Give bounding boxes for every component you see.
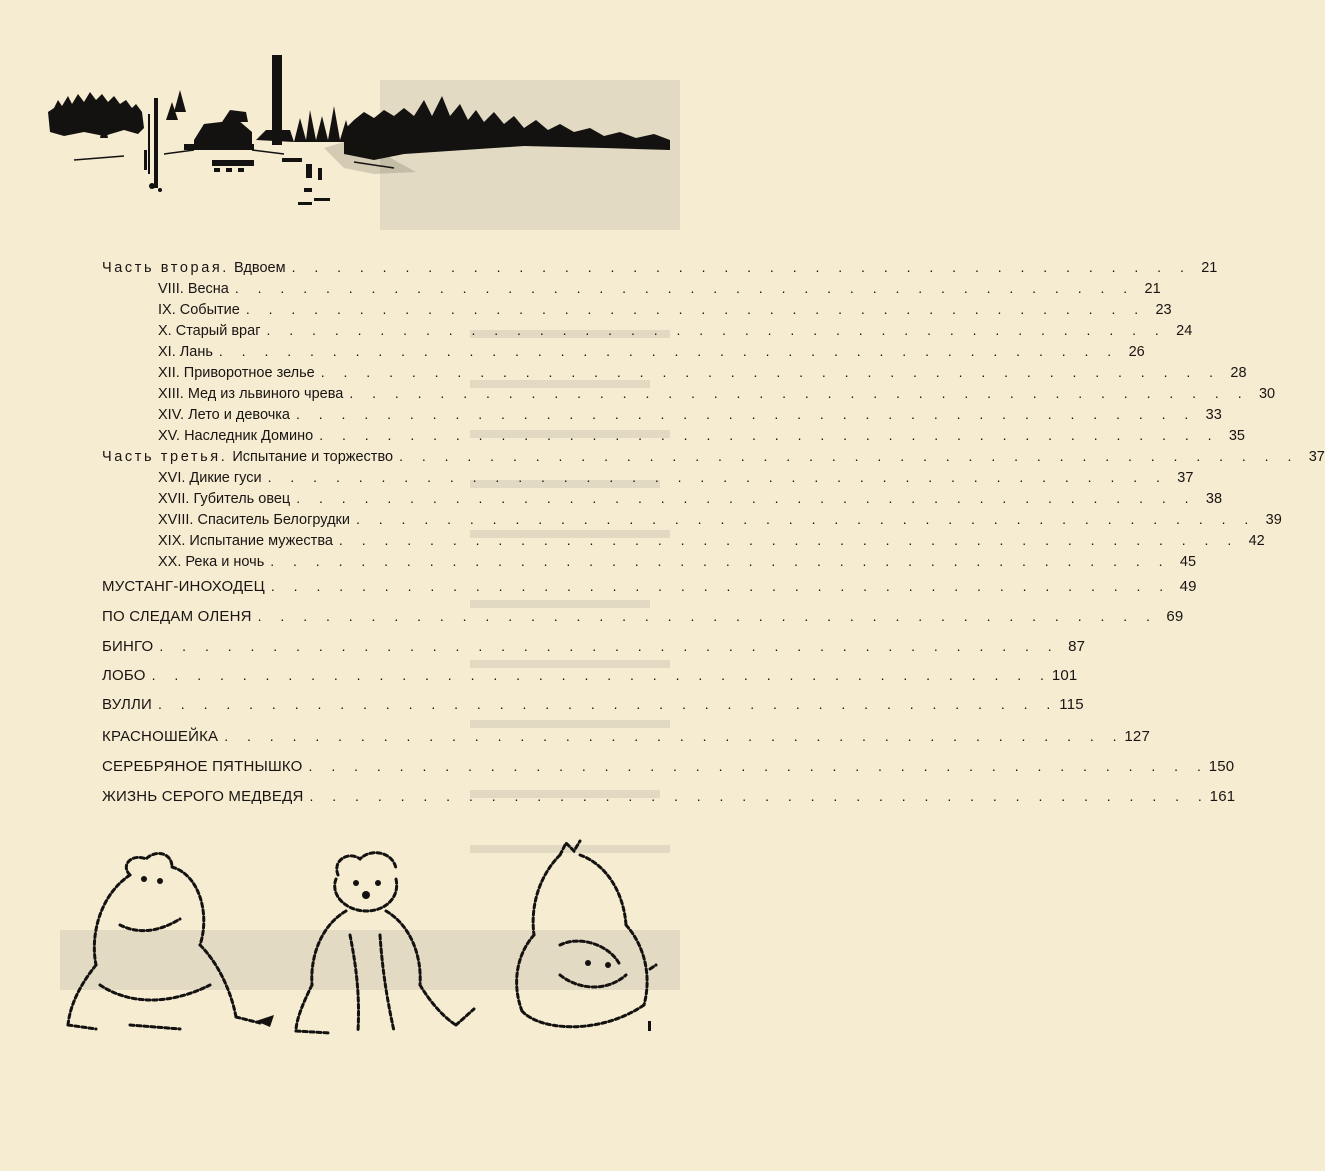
toc-story <box>102 785 1236 807</box>
toc-part-heading <box>102 445 1325 467</box>
toc-chapter <box>158 382 1276 404</box>
dot-leader: . . . . . . . . . . . . . . . . . . . . . . . . . . . . . . . . . . . . . . . . <box>224 728 1125 744</box>
chapter-title: XVIII. Спаситель Белогрудки <box>158 512 350 528</box>
story-title: КРАСНОШЕЙКА <box>102 728 219 745</box>
dot-leader: . . . . . . . . . . . . . . . . . . . . . . . . . . . . . . . . . . . . . . . . <box>245 301 1146 317</box>
page-number: 127 <box>1124 728 1151 745</box>
page-number: 30 <box>1258 386 1276 402</box>
page-number: 101 <box>1051 667 1078 684</box>
page-number: 87 <box>1068 638 1086 655</box>
part-title: Испытание и торжество <box>232 449 394 465</box>
dot-leader: . . . . . . . . . . . . . . . . . . . . . . . . . . . . . . . . . . . . . . . . <box>355 511 1256 527</box>
toc-chapter <box>158 550 1197 572</box>
dot-leader: . . . . . . . . . . . . . . . . . . . . . . . . . . . . . . . . . . . . . . . . <box>338 532 1239 548</box>
toc-story <box>102 725 1151 747</box>
bear-cubs-illustration <box>60 835 660 1050</box>
toc-chapter <box>158 340 1145 362</box>
story-title: МУСТАНГ-ИНОХОДЕЦ <box>102 578 265 595</box>
dot-leader: . . . . . . . . . . . . . . . . . . . . . . . . . . . . . . . . . . . . . . . . <box>270 578 1171 594</box>
story-title: ПО СЛЕДАМ ОЛЕНЯ <box>102 608 252 625</box>
dot-leader: . . . . . . . . . . . . . . . . . . . . . . . . . . . . . . . . . . . . . . . . <box>309 788 1210 804</box>
toc-story <box>102 575 1197 597</box>
page-number: 21 <box>1144 281 1161 297</box>
toc-chapter <box>158 466 1194 488</box>
dot-leader: . . . . . . . . . . . . . . . . . . . . . . . . . . . . . . . . . . . . . . . . <box>296 490 1197 506</box>
chapter-title: XIII. Мед из львиного чрева <box>158 386 344 402</box>
page-number: 49 <box>1179 578 1197 595</box>
dot-leader: . . . . . . . . . . . . . . . . . . . . . . . . . . . . . . . . . . . . . . . . <box>158 696 1058 712</box>
chapter-title: XI. Лань <box>158 344 213 360</box>
page-number: 69 <box>1166 608 1184 625</box>
part-label: Часть третья. <box>102 449 228 465</box>
dot-leader: . . . . . . . . . . . . . . . . . . . . . . . . . . . . . . . . . . . . . . . . <box>320 364 1221 380</box>
chapter-title: IX. Событие <box>158 302 240 318</box>
dot-leader: . . . . . . . . . . . . . . . . . . . . . . . . . . . . . . . . . . . . . . . . <box>159 638 1060 654</box>
chapter-title: XVI. Дикие гуси <box>158 470 262 486</box>
page-number: 28 <box>1230 365 1247 381</box>
page-number: 39 <box>1265 512 1282 528</box>
toc-chapter <box>158 361 1247 383</box>
page-number: 33 <box>1205 407 1222 423</box>
toc-story <box>102 755 1235 777</box>
toc-chapter <box>158 298 1172 320</box>
toc-story <box>102 693 1084 715</box>
chapter-title: XII. Приворотное зелье <box>158 365 315 381</box>
page-number: 38 <box>1205 491 1223 507</box>
story-title: СЕРЕБРЯНОЕ ПЯТНЫШКО <box>102 758 303 775</box>
part-title: Вдвоем <box>233 260 286 276</box>
toc-chapter <box>158 508 1282 530</box>
dot-leader: . . . . . . . . . . . . . . . . . . . . . . . . . . . . . . . . . . . . . . . . <box>234 280 1135 296</box>
chapter-title: XVII. Губитель овец <box>158 491 291 507</box>
dot-leader: . . . . . . . . . . . . . . . . . . . . . . . . . . . . . . . . . . . . . . . . <box>349 385 1250 401</box>
dot-leader: . . . . . . . . . . . . . . . . . . . . . . . . . . . . . . . . . . . . . . . . <box>218 343 1119 359</box>
page-number: 37 <box>1308 449 1325 465</box>
toc-chapter <box>158 277 1161 299</box>
toc-chapter <box>158 487 1223 509</box>
chapter-title: XIX. Испытание мужества <box>158 533 333 549</box>
page-number: 24 <box>1176 323 1193 339</box>
page-number: 23 <box>1155 302 1172 318</box>
story-title: ЛОБО <box>102 667 146 684</box>
toc-chapter <box>158 403 1222 425</box>
toc-chapter <box>158 424 1245 446</box>
toc-chapter <box>158 319 1193 341</box>
toc-part-heading <box>102 256 1218 278</box>
part-label: Часть вторая. <box>102 260 229 276</box>
winter-village-illustration <box>44 50 674 210</box>
toc-story <box>102 605 1184 627</box>
dot-leader: . . . . . . . . . . . . . . . . . . . . . . . . . . . . . . . . . . . . . . . . <box>267 469 1168 485</box>
page-number: 42 <box>1248 533 1265 549</box>
dot-leader: . . . . . . . . . . . . . . . . . . . . . . . . . . . . . . . . . . . . . . . . <box>270 553 1171 569</box>
dot-leader: . . . . . . . . . . . . . . . . . . . . . . . . . . . . . . . . . . . . . . . . <box>308 758 1209 774</box>
page-number: 26 <box>1128 344 1145 360</box>
dot-leader: . . . . . . . . . . . . . . . . . . . . . . . . . . . . . . . . . . . . . . . . <box>296 406 1196 422</box>
page-number: 37 <box>1177 470 1194 486</box>
chapter-title: X. Старый враг <box>158 323 261 339</box>
page-number: 35 <box>1228 428 1245 444</box>
dot-leader: . . . . . . . . . . . . . . . . . . . . . . . . . . . . . . . . . . . . . . . . <box>151 667 1052 683</box>
chapter-title: VIII. Весна <box>158 281 229 297</box>
toc-story <box>102 635 1086 657</box>
chapter-title: XV. Наследник Домино <box>158 428 314 444</box>
story-title: ВУЛЛИ <box>102 696 153 713</box>
chapter-title: XIV. Лето и девочка <box>158 407 290 423</box>
dot-leader: . . . . . . . . . . . . . . . . . . . . . . . . . . . . . . . . . . . . . . . . <box>291 259 1192 275</box>
page-number: 21 <box>1201 260 1218 276</box>
page-number: 45 <box>1179 554 1197 570</box>
dot-leader: . . . . . . . . . . . . . . . . . . . . . . . . . . . . . . . . . . . . . . . . <box>399 448 1299 464</box>
dot-leader: . . . . . . . . . . . . . . . . . . . . . . . . . . . . . . . . . . . . . . . . <box>266 322 1167 338</box>
page-number: 150 <box>1208 758 1235 775</box>
toc-story <box>102 664 1078 686</box>
story-title: БИНГО <box>102 638 154 655</box>
story-title: ЖИЗНЬ СЕРОГО МЕДВЕДЯ <box>102 788 304 805</box>
dot-leader: . . . . . . . . . . . . . . . . . . . . . . . . . . . . . . . . . . . . . . . . <box>319 427 1219 443</box>
dot-leader: . . . . . . . . . . . . . . . . . . . . . . . . . . . . . . . . . . . . . . . . <box>257 608 1158 624</box>
page-number: 161 <box>1209 788 1236 805</box>
page-number: 115 <box>1059 696 1084 713</box>
toc-chapter <box>158 529 1265 551</box>
chapter-title: XX. Река и ночь <box>158 554 265 570</box>
